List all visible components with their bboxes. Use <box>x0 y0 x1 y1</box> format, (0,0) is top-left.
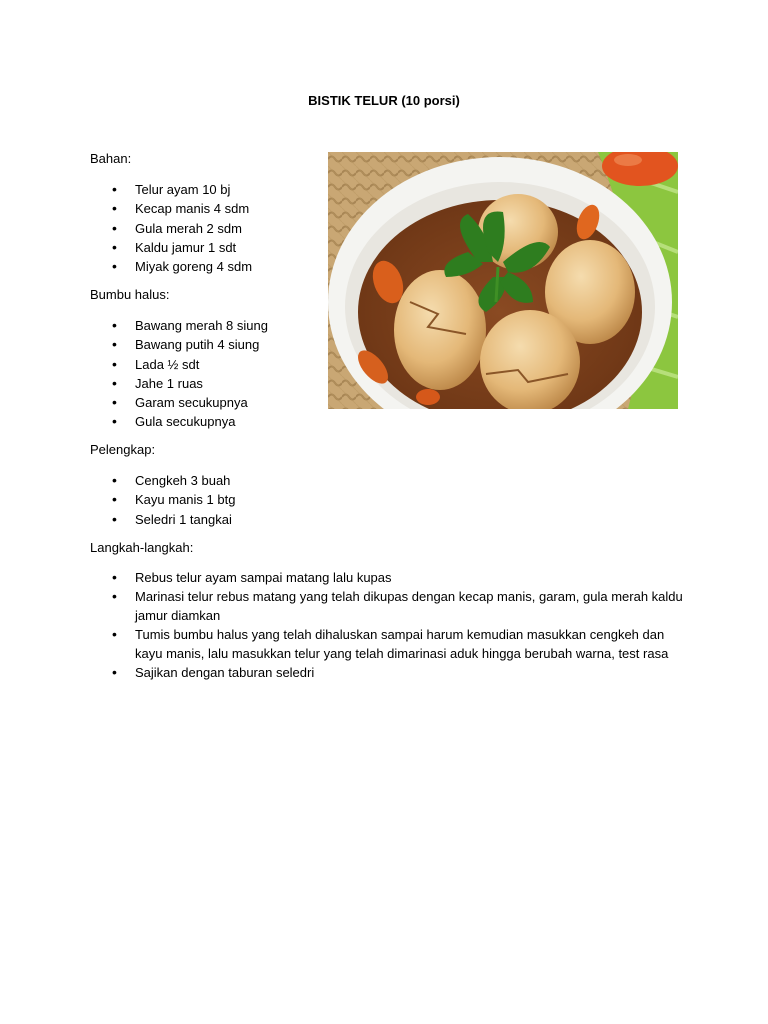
list-item: • Bawang merah 8 siung <box>112 316 268 335</box>
list-item: • Tumis bumbu halus yang telah dihaluskan sampai harum kemudian masukkan cengkeh dan kayu manis, lalu masukkan telur yang telah dimarinasi aduk hingga berubah warna, test rasa <box>112 625 692 663</box>
list-item: • Garam secukupnya <box>112 393 268 412</box>
list-item: • Cengkeh 3 buah <box>112 471 235 490</box>
list-item: • Jahe 1 ruas <box>112 374 268 393</box>
list-item: • Telur ayam 10 bj <box>112 180 252 199</box>
food-photo-icon <box>328 152 678 409</box>
langkah-heading: Langkah-langkah: <box>90 540 194 555</box>
pelengkap-heading: Pelengkap: <box>90 442 156 457</box>
list-item: • Bawang putih 4 siung <box>112 335 268 354</box>
list-item: • Marinasi telur rebus matang yang telah dikupas dengan kecap manis, garam, gula merah kaldu jamur diamkan <box>112 587 692 625</box>
list-item: • Kecap manis 4 sdm <box>112 199 252 218</box>
list-item: • Kayu manis 1 btg <box>112 490 235 509</box>
food-photo <box>328 152 678 409</box>
list-item: • Rebus telur ayam sampai matang lalu kupas <box>112 568 692 587</box>
list-item: • Gula merah 2 sdm <box>112 219 252 238</box>
bumbu-list <box>112 316 268 432</box>
list-item: • Sajikan dengan taburan seledri <box>112 663 692 682</box>
bahan-list <box>112 180 252 276</box>
bumbu-heading: Bumbu halus: <box>90 287 170 302</box>
langkah-list <box>112 568 692 682</box>
list-item: • Miyak goreng 4 sdm <box>112 257 252 276</box>
pelengkap-list <box>112 471 235 529</box>
bahan-heading: Bahan: <box>90 151 132 166</box>
recipe-title: BISTIK TELUR (10 porsi) <box>308 93 460 108</box>
list-item: • Lada ½ sdt <box>112 355 268 374</box>
list-item: • Kaldu jamur 1 sdt <box>112 238 252 257</box>
list-item: • Gula secukupnya <box>112 412 268 431</box>
list-item: • Seledri 1 tangkai <box>112 510 235 529</box>
